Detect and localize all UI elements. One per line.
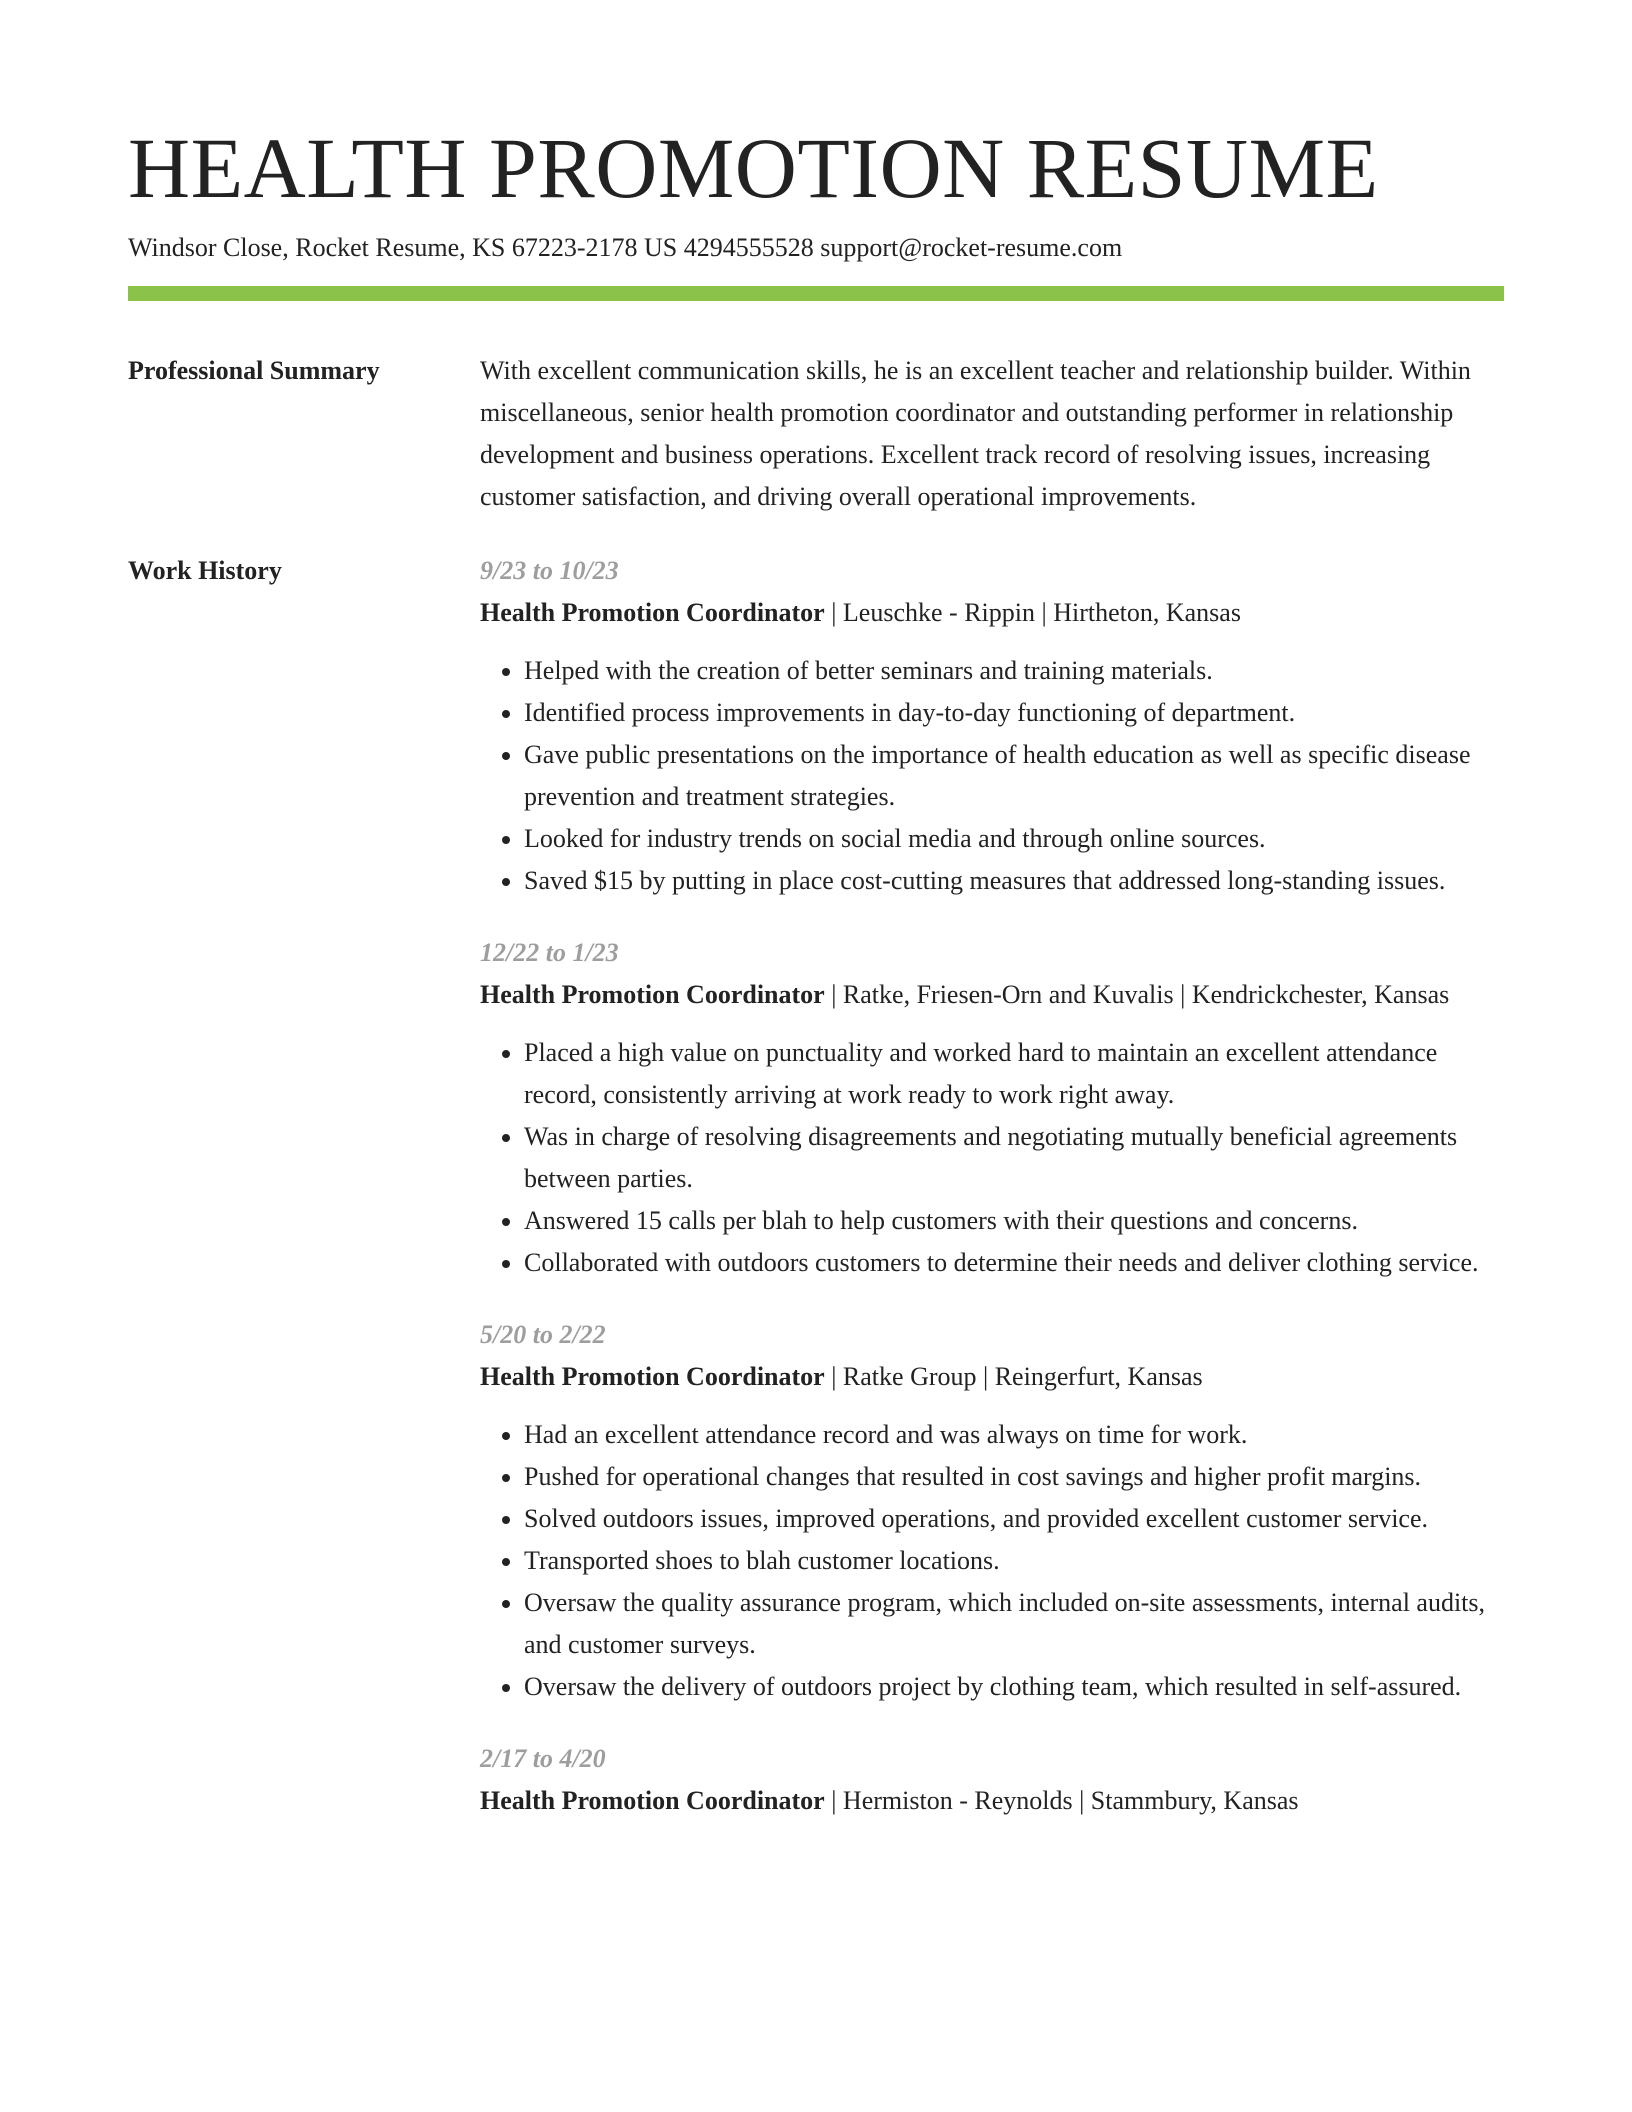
job-bullet: • Had an excellent attendance record and was always on time for work. bbox=[524, 1414, 1504, 1456]
job-details: | Ratke Group | Reingerfurt, Kansas bbox=[824, 1362, 1203, 1391]
contact-line: Windsor Close, Rocket Resume, KS 67223-2178 US 4294555528 support@rocket-resume.com bbox=[128, 233, 1123, 262]
job-bullet: • Answered 15 calls per blah to help customers with their questions and concerns. bbox=[524, 1200, 1504, 1242]
job-dates: 5/20 to 2/22 bbox=[480, 1320, 606, 1349]
job-entry bbox=[480, 1314, 1504, 1708]
accent-divider bbox=[128, 286, 1504, 301]
job-title-line bbox=[480, 1356, 1504, 1398]
job-details: | Hermiston - Reynolds | Stammbury, Kansas bbox=[824, 1786, 1299, 1815]
job-bullet: • Oversaw the quality assurance program, which included on-site assessments, internal audits, and customer surveys. bbox=[524, 1582, 1504, 1666]
job-bullets bbox=[480, 650, 1504, 902]
work-history-label: Work History bbox=[128, 556, 282, 585]
job-details: | Ratke, Friesen-Orn and Kuvalis | Kendrickchester, Kansas bbox=[824, 980, 1450, 1009]
job-entry bbox=[480, 550, 1504, 902]
job-bullet: • Helped with the creation of better seminars and training materials. bbox=[524, 650, 1504, 692]
job-bullet: • Placed a high value on punctuality and worked hard to maintain an excellent attendance record, consistently arriving at work ready to work right away. bbox=[524, 1032, 1504, 1116]
job-bullet: • Oversaw the delivery of outdoors project by clothing team, which resulted in self-assured. bbox=[524, 1666, 1504, 1708]
job-bullet: • Looked for industry trends on social media and through online sources. bbox=[524, 818, 1504, 860]
job-bullet: • Was in charge of resolving disagreements and negotiating mutually beneficial agreements between parties. bbox=[524, 1116, 1504, 1200]
job-details: | Leuschke - Rippin | Hirtheton, Kansas bbox=[824, 598, 1241, 627]
job-title: Health Promotion Coordinator bbox=[480, 980, 825, 1009]
resume-header bbox=[128, 118, 1504, 266]
job-bullet: • Identified process improvements in day-to-day functioning of department. bbox=[524, 692, 1504, 734]
job-bullets bbox=[480, 1414, 1504, 1708]
job-dates: 2/17 to 4/20 bbox=[480, 1744, 606, 1773]
summary-label: Professional Summary bbox=[128, 356, 380, 385]
job-bullets bbox=[480, 1032, 1504, 1284]
job-bullet: • Transported shoes to blah customer locations. bbox=[524, 1540, 1504, 1582]
job-bullet: • Saved $15 by putting in place cost-cutting measures that addressed long-standing issues. bbox=[524, 860, 1504, 902]
job-title-line bbox=[480, 592, 1504, 634]
job-title: Health Promotion Coordinator bbox=[480, 598, 825, 627]
job-bullet: • Collaborated with outdoors customers to determine their needs and deliver clothing service. bbox=[524, 1242, 1504, 1284]
job-title-line bbox=[480, 974, 1504, 1016]
job-title: Health Promotion Coordinator bbox=[480, 1362, 825, 1391]
summary-body bbox=[480, 350, 1504, 518]
job-dates: 9/23 to 10/23 bbox=[480, 556, 619, 585]
job-title-line bbox=[480, 1780, 1504, 1822]
job-entry bbox=[480, 932, 1504, 1284]
job-bullet: • Solved outdoors issues, improved operations, and provided excellent customer service. bbox=[524, 1498, 1504, 1540]
job-title: Health Promotion Coordinator bbox=[480, 1786, 825, 1815]
job-dates: 12/22 to 1/23 bbox=[480, 938, 619, 967]
resume-title: HEALTH PROMOTION RESUME bbox=[128, 120, 1379, 216]
job-bullet: • Pushed for operational changes that resulted in cost savings and higher profit margins. bbox=[524, 1456, 1504, 1498]
job-bullet: • Gave public presentations on the importance of health education as well as specific disease prevention and treatment strategies. bbox=[524, 734, 1504, 818]
work-history-body bbox=[480, 550, 1504, 1852]
job-entry bbox=[480, 1738, 1504, 1822]
summary-text: With excellent communication skills, he is an excellent teacher and relationship builder. Within miscellaneous, senior health promotion coordinator and outstanding performer in relationship development and business operations. Excellent track record of resolving issues, increasing customer satisfaction, and driving overall operational improvements. bbox=[480, 356, 1471, 511]
